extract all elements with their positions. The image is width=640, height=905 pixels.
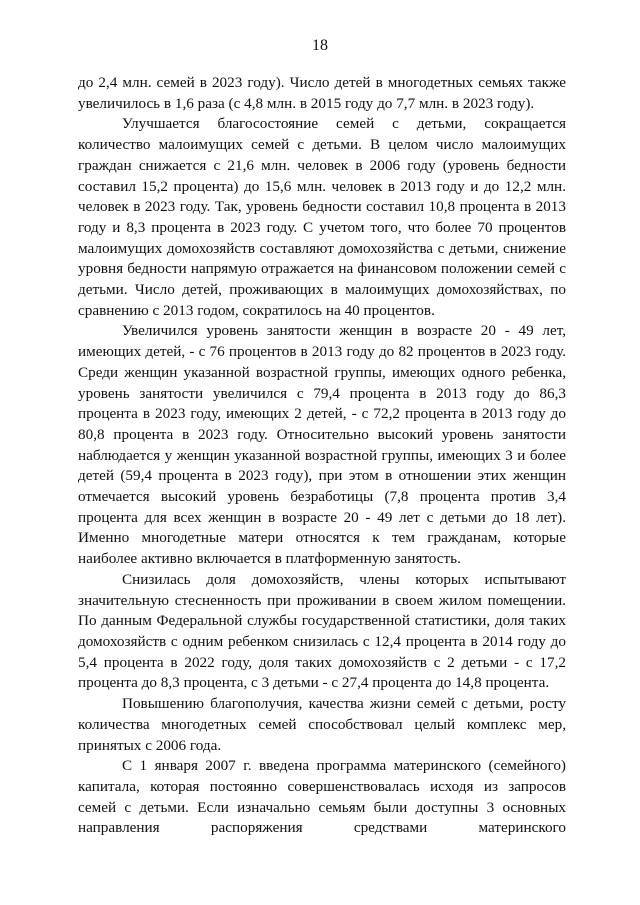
paragraph-support-measures: Повышению благополучия, качества жизни семей с детьми, росту количества многодетных семей способствовал целый комплекс мер, принятых с 2006 года. — [78, 695, 566, 754]
paragraph-maternity-capital: С 1 января 2007 г. введена программа материнского (семейного) капитала, которая постоянно совершенствовалась исходя из запросов семей с детьми. Если изначально семьям были доступны 3 основных направления распоряжения средствами материнского — [78, 757, 566, 837]
paragraph-women-employment: Увеличился уровень занятости женщин в возрасте 20 - 49 лет, имеющих детей, - с 76 процентов в 2013 году до 82 процентов в 2023 году. Среди женщин указанной возрастной группы, имеющих одного ребенка, уровень занятости увеличился с 79,4 процента в 2013 году до 86,3 процента в 2023 году, имеющих 2 детей, - с 72,2 процента в 2013 году до 80,8 процента в 2023 году. Относительно высокий уровень занятости наблюдается у женщин указанной возрастной группы, имеющих 3 и более детей (59,4 процента в 2023 году), при этом в отношении этих женщин отмечается высокий уровень безработицы (7,8 процента против 3,4 процента для всех женщин в возрасте 20 - 49 лет с детьми до 18 лет). Именно многодетные матери относятся к тем гражданам, которые наиболее активно включается в платформенную занятость. — [78, 322, 566, 568]
paragraph-families-count: до 2,4 млн. семей в 2023 году). Число детей в многодетных семьях также увеличилось в 1,6 раза (с 4,8 млн. в 2015 году до 7,7 млн. в 2023 году). — [78, 74, 566, 112]
paragraph-housing-conditions: Снизилась доля домохозяйств, члены которых испытывают значительную стесненность при проживании в своем жилом помещении. По данным Федеральной службы государственной статистики, доля таких домохозяйств с одним ребенком снизилась с 12,4 процента в 2014 году до 5,4 процента в 2022 году, доля таких домохозяйств с 2 детьми - с 17,2 процента до 8,3 процента, с 3 детьми - с 27,4 процента до 14,8 процента. — [78, 570, 566, 692]
body-text — [78, 73, 566, 839]
page-number: 18 — [312, 37, 328, 54]
paragraph-poverty-reduction: Улучшается благосостояние семей с детьми, сокращается количество малоимущих семей с детьми. В целом число малоимущих граждан снижается с 21,6 млн. человек в 2006 году (уровень бедности составил 15,2 процента) до 15,6 млн. человек в 2013 году и до 12,2 млн. человек в 2023 году. Так, уровень бедности составил 10,8 процента в 2013 году и 8,3 процента в 2023 году. С учетом того, что более 70 процентов малоимущих домохозяйств составляют домохозяйства с детьми, снижение уровня бедности напрямую отражается на финансовом положении семей с детьми. Число детей, проживающих в малоимущих домохозяйствах, по сравнению с 2013 годом, сократилось на 40 процентов. — [78, 115, 566, 319]
